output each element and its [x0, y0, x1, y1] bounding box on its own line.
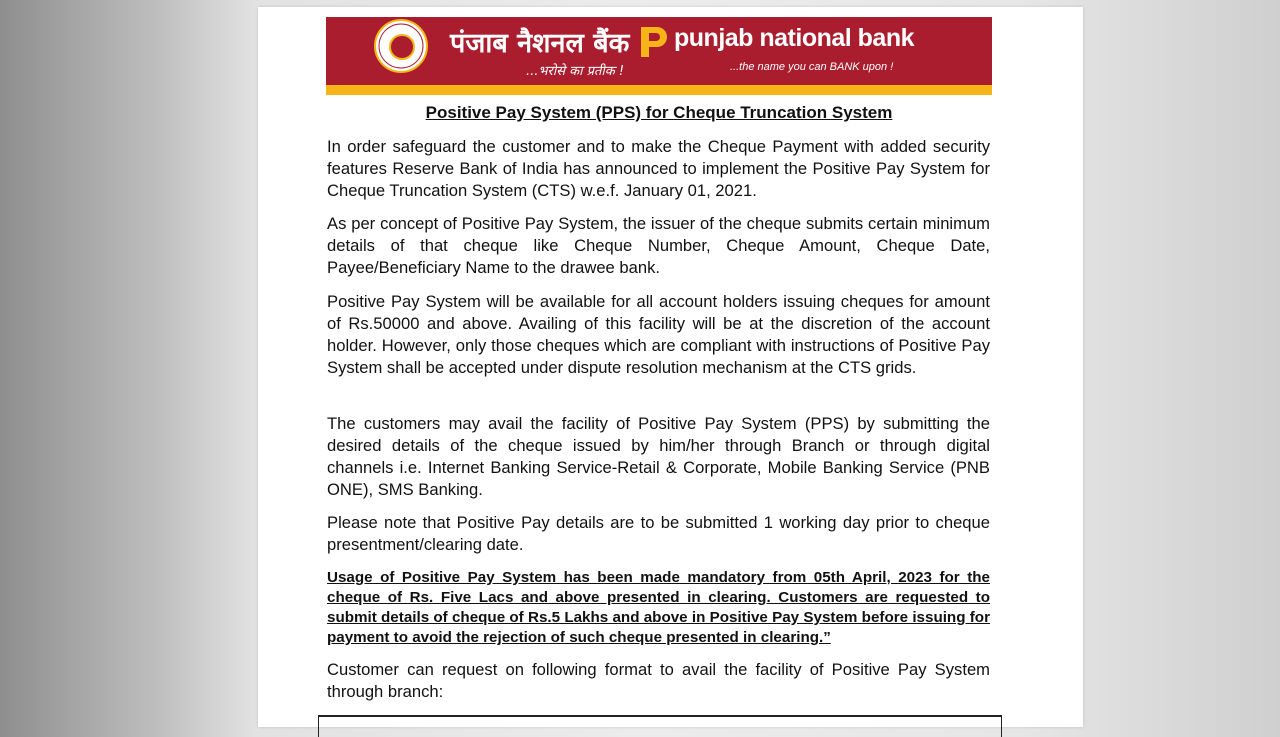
mandatory-notice: Usage of Positive Pay System has been made mandatory from 05th April, 2023 for the cheque of Rs. Five Lacs and above presented in clearing. Customers are requested to submit details of cheque of Rs.5 Lakhs and above in Positive Pay System before issuing for payment to avoid the rejection of such cheque presented in clearing.” [327, 569, 990, 646]
hindi-bank-name: पंजाब नैशनल बैंक [450, 28, 630, 59]
paragraph-concept: As per concept of Positive Pay System, the issuer of the cheque submits certain minimum details of that cheque like Cheque Number, Cheque Amount, Cheque Date, Payee/Beneficiary Name to the drawee bank. [327, 214, 990, 277]
paragraph-availability: Positive Pay System will be available for all account holders issuing cheques for amount of Rs.50000 and above. Availing of this facility will be at the discretion of the account holder. However, only those cheques which are compliant with instructions of Positive Pay System shall be accepted under dispute resolution mechanism at the CTS grids. [327, 292, 990, 377]
hindi-tagline: ...भरोसे का प्रतीक ! [526, 64, 625, 79]
pnb-logo-icon [635, 23, 669, 61]
parivartan-seal-icon [374, 19, 428, 73]
document-title: Positive Pay System (PPS) for Cheque Truncation System [425, 103, 893, 122]
bank-header-banner [326, 17, 992, 95]
paragraph-timing: Please note that Positive Pay details are to be submitted 1 working day prior to cheque presentment/clearing date. [327, 513, 990, 554]
paragraph-channels: The customers may avail the facility of Positive Pay System (PPS) by submitting the desired details of the cheque issued by him/her through Branch or through digital channels i.e. Internet Banking Service-Retail & Corporate, Mobile Banking Service (PNB ONE), SMS Banking. [327, 414, 990, 499]
paragraph-request-format: Customer can request on following format to avail the facility of Positive Pay System through branch: [327, 660, 990, 701]
paragraph-intro: In order safeguard the customer and to make the Cheque Payment with added security features Reserve Bank of India has announced to implement the Positive Pay System for Cheque Truncation System (CTS) w.e.f. January 01, 2021. [327, 137, 990, 200]
english-tagline: ...the name you can BANK upon ! [730, 61, 894, 73]
request-format-table [318, 715, 1002, 737]
document-page [258, 7, 1083, 727]
english-bank-name: punjab national bank [674, 24, 915, 52]
